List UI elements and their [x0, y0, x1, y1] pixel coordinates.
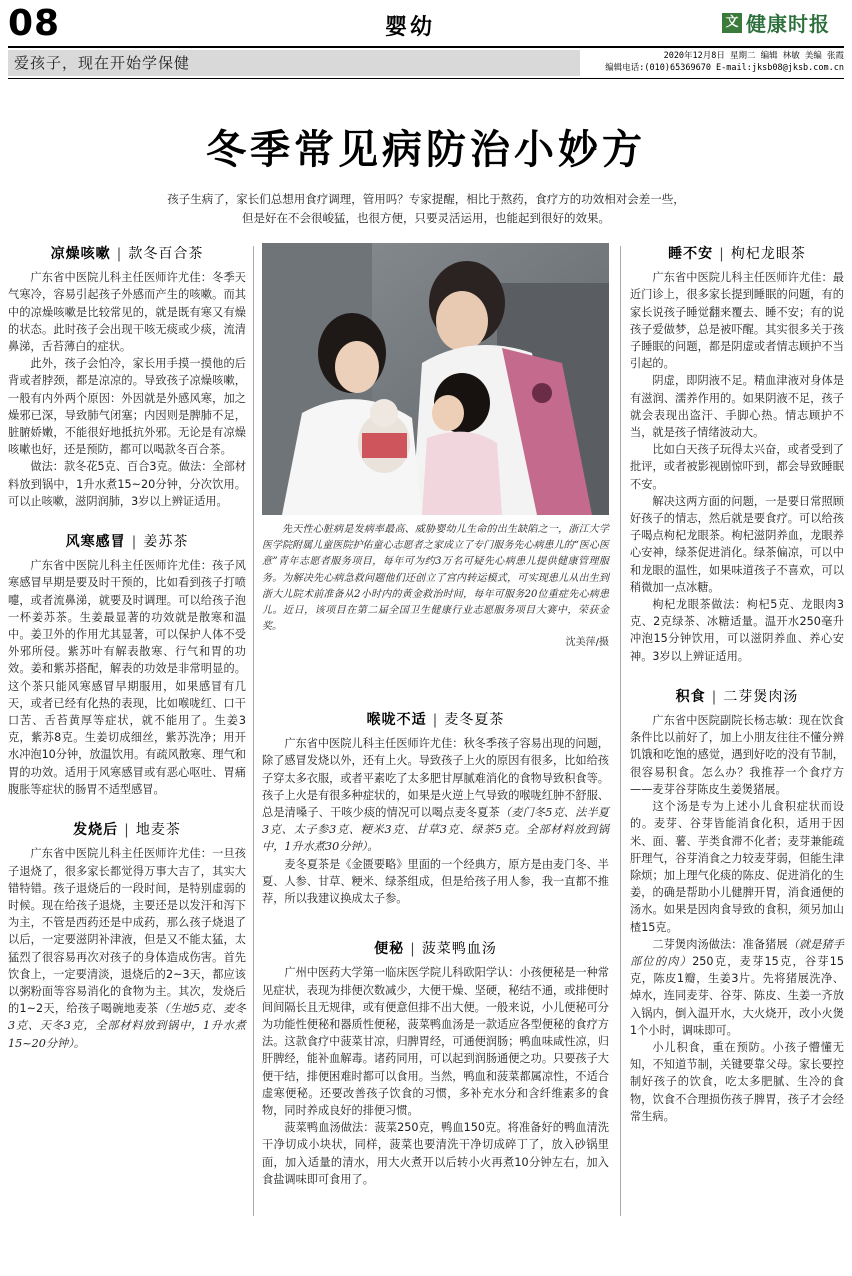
- section-topic: 便秘: [374, 941, 405, 958]
- section-topic: 积食: [675, 688, 706, 705]
- section-remedy: 款冬百合茶: [128, 246, 204, 262]
- section-remedy: 地麦茶: [135, 822, 181, 839]
- newspaper-logo: [722, 8, 830, 37]
- contact-line: 编辑电话:(010)65369670 E-mail:jksb08@jksb.com.cn: [605, 63, 844, 73]
- date-line: 2020年12月8日 星期二 编辑 林敏 美编 张霞: [663, 51, 844, 61]
- logo-text: 健康时报: [746, 12, 830, 36]
- paragraph: 菠菜鸭血汤做法：菠菜250克，鸭血150克。将准备好的鸭血清洗干净切成小块状，同样，菠菜也要清洗干净切成碎丁了，放入砂锅里面，加入适量的清水，用大火煮开以后转小火再煮10分钟左右，加入食盐调味即可食用了。: [262, 1121, 609, 1186]
- section-remedy: 二芽煲肉汤: [723, 688, 799, 705]
- slogan: 爱孩子，现在开始学保健: [14, 54, 191, 72]
- paragraph: 广东省中医院儿科主任医师许尤佳：孩子风寒感冒早期是要及时干预的，比如看到孩子打喷嚏，或者流鼻涕，就要及时调理。可以给孩子泡一杯姜苏茶。生姜最显著的功效就是散寒和温中。姜卫外的作用尤其显著，可以保护人体不受外邪所侵。紫苏叶有解表散寒、行气和胃的功效。姜和紫苏搭配，解表的功效是非常明显的。这个茶只能风寒感冒早期服用，如果感冒有几天，或者已经有化热的表现，比如喉咙红、口干口苦、舌苔黄厚等症状，就不能用了。生姜3克，紫苏8克。生姜切成细丝，紫苏洗净；用开水冲泡10分钟，放温饮用。有疏风散寒、理气和胃的功效。适用于风寒感冒或有恶心呕吐、胃痛腹胀等症状的肠胃不适型感冒。: [8, 559, 246, 796]
- section-heading: 发烧后 | 地麦茶: [73, 822, 181, 839]
- section-topic: 发烧后: [73, 822, 119, 839]
- section-title: 婴幼: [385, 15, 436, 40]
- lede-line: 但是好在不会很峻猛，也很方便，只要灵活运用，也能起到很好的效果。: [242, 211, 610, 225]
- news-photo: [262, 243, 609, 515]
- paragraph: [630, 936, 844, 1039]
- recipe-note: （麦门冬5克、法半夏3克、太子参3克、粳米3克、甘草3克、绿茶5克。全部材料放到锅中，1升水煮30分钟）。: [262, 806, 609, 854]
- section-remedy: 麦冬夏茶: [444, 712, 505, 728]
- paragraph: 此外，孩子会怕冷，家长用手摸一摸他的后背或者脖颈，都是凉凉的。导致孩子凉燥咳嗽，一般有内外两个原因：外因就是外感风寒，加之燥邪已深，导致肺气闭塞；内因则是脾肺不足，脏腑娇嫩，不能很好地抵抗外邪。无论是有凉燥咳嗽也好，还是预防，都可以喝款冬百合茶。: [8, 357, 246, 457]
- photo-caption: [262, 522, 609, 652]
- paragraph-text: 广东省中医院儿科主任医师许尤佳：一旦孩子退烧了，很多家长都觉得万事大吉了，其实大错特错。孩子退烧后的一段时间，是特别虚弱的时候。现在给孩子退烧，主要还是以发汗和泻下为主，不管是西药还是中成药，那么孩子烧退了以后，一定要滋阴补津液，但是又不能太猛，太猛烈了很容易再次对孩子的身体造成伤害。首先饮食上，一定要清淡，退烧后的2~3天，都应该以粥粉面等容易消化的食物为主。其次，发烧后的1~2天，给孩子喝碗地麦茶: [8, 847, 246, 1016]
- section-topic: 凉燥咳嗽: [50, 246, 111, 262]
- column-divider: [253, 246, 254, 1216]
- column-right: [630, 246, 844, 1125]
- logo-mark-icon: 文: [722, 13, 742, 33]
- paragraph: 麦冬夏茶是《金匮要略》里面的一个经典方，原方是由麦门冬、半夏、人参、甘草、粳米、绿茶组成，但是给孩子用人参，我一直都不推荐，所以我建议换成太子参。: [262, 857, 609, 906]
- paragraph: 阴虚，即阴液不足。精血津液对身体是有滋润、濡养作用的。如果阴液不足，孩子就会表现出盗汗、手脚心热。情志顾护不当，就是孩子情绪波动大。: [630, 374, 844, 440]
- recipe-text: 250克，麦芽15克，谷芽15克，陈皮1瓣，生姜3片。先将猪展洗净、焯水，连同麦芽、谷芽、陈皮、生姜一齐放入锅内，倒入温开水，大火烧开，改小火煲1个小时，调味即可。: [630, 954, 844, 1037]
- paragraph: 广东省中医院儿科主任医师许尤佳：冬季天气寒冷，容易引起孩子外感而产生的咳嗽。而其中的凉燥咳嗽是比较常见的，就是既有寒又有燥的状态。此时孩子会出现干咳无痰或少痰，流清鼻涕，舌苔薄白的症状。: [8, 271, 246, 354]
- section-heading: 凉燥咳嗽 | 款冬百合茶: [50, 246, 204, 262]
- recipe-note: （生地5克、麦冬3克、天冬3克，全部材料放到锅中，1升水煮15~20分钟）。: [8, 1002, 246, 1050]
- section-remedy: 枸杞龙眼茶: [730, 246, 806, 262]
- column-divider: [620, 246, 621, 1216]
- headline: 冬季常见病防治小妙方: [206, 126, 646, 173]
- section-heading: 喉咙不适 | 麦冬夏茶: [366, 712, 505, 728]
- paragraph: 小儿积食，重在预防。小孩子懵懂无知，不知道节制，关键要靠父母。家长要控制好孩子的饮食，吃太多肥腻、生冷的食物，饮食不合理损伤孩子脾胃，孩子才会经常生病。: [630, 1040, 844, 1123]
- paragraph: [8, 845, 246, 1051]
- paragraph: 广东省中医院儿科主任医师许尤佳：最近门诊上，很多家长提到睡眠的问题，有的家长说孩子睡觉翻来覆去、睡不安；有的说孩子爱做梦，总是被吓醒。其实很多关于孩子睡眠的问题，都是阴虚或者情志顾护不当引起的。: [630, 271, 844, 371]
- section-topic: 喉咙不适: [366, 712, 427, 728]
- section-remedy: 菠菜鸭血汤: [421, 941, 497, 958]
- paragraph: 解决这两方面的问题，一是要日常照顾好孩子的情志，然后就是要食疗。可以给孩子喝点枸杞龙眼茶。枸杞滋阴养血，龙眼养心安神，绿茶促进消化。绿茶偏凉，可以中和龙眼的温性，如果味道孩子不喜欢，可以稍微加一点冰糖。: [630, 494, 844, 594]
- column-middle: [262, 712, 609, 1188]
- photo-illustration: [262, 243, 609, 515]
- section-heading: 积食 | 二芽煲肉汤: [675, 688, 799, 705]
- section-heading: 睡不安 | 枸杞龙眼茶: [668, 246, 806, 262]
- section-topic: 睡不安: [668, 246, 714, 262]
- photo-credit: 沈美萍/摄: [565, 637, 609, 649]
- lede-line: 孩子生病了，家长们总想用食疗调理，管用吗？专家提醒，相比于熬药，食疗方的功效相对会差一些，: [167, 192, 685, 206]
- page-number: 08: [8, 3, 61, 44]
- paragraph: 枸杞龙眼茶做法：枸杞5克、龙眼肉3克、2克绿茶、冰糖适量。温开水250毫升冲泡15分钟饮用，可以滋阴养血、养心安神。3岁以上辨证适用。: [630, 598, 844, 663]
- paragraph: 广州中医药大学第一临床医学院儿科欧阳学认：小孩便秘是一种常见症状，表现为排便次数减少，大便干燥、坚硬，秘结不通，或排便时间间隔长且无规律，或有便意但排不出大便。一般来说，小儿便秘可分为功能性便秘和器质性便秘，菠菜鸭血汤是一款适应各型便秘的食疗方法。这款食疗中菠菜甘凉，归脾胃经，可通便润肠；鸭血味咸性凉，归肝脾经，能补血解毒。诸药同用，可以起到润肠通便之功。只要孩子大便干结，排便困难时都可以食用。当然，鸭血和菠菜都属凉性，不适合虚寒便秘。还要改善孩子饮食的习惯，多补充水分和含纤维素多的食物，同时养成良好的排便习惯。: [262, 966, 609, 1118]
- masthead-rule-thin: [8, 78, 844, 79]
- section-heading: 便秘 | 菠菜鸭血汤: [374, 941, 497, 958]
- paragraph: 比如白天孩子玩得太兴奋，或者受到了批评，或者被影视剧惊吓到，都会导致睡眠不安。: [630, 443, 844, 491]
- paragraph: [262, 735, 609, 855]
- recipe-note: （就是猪手部位的肉）: [630, 937, 844, 968]
- paragraph: 这个汤是专为上述小儿食积症状而设的。麦芽、谷芽皆能消食化积，适用于因米、面、薯、芋类食滞不化者；麦芽兼能疏肝理气，谷芽消食之力较麦芽弱，但能生津除烦；加上理气化痰的陈皮、促进消化的生姜，的确是帮助小儿健脾开胃，消食通便的汤水。如果是因肉食导致的食积，须另加山楂15克。: [630, 800, 844, 934]
- paragraph: 做法：款冬花5克、百合3克。做法：全部材料放到锅中，1升水煮15~20分钟，分次饮用。可以止咳嗽，滋阴润肺，3岁以上辨证适用。: [8, 460, 247, 508]
- paragraph-text: 广东省中医院儿科主任医师许尤佳：秋冬季孩子容易出现的问题，除了感冒发烧以外，还有上火。导致孩子上火的原因有很多，比如给孩子穿太多衣服，或者平素吃了太多肥甘厚腻难消化的食物导致积食等。孩子上火是有很多种症状的，如果是火逆上气导致的喉咙红肿不舒服、总是清嗓子、干咳少痰的情况可以喝点麦冬夏茶: [262, 737, 609, 820]
- column-left: [8, 246, 246, 1052]
- paragraph: 广东省中医院副院长杨志敏：现在饮食条件比以前好了，加上小朋友往往不懂分辨饥饿和吃饱的感觉，遇到好吃的没有节制，很容易积食。怎么办？我推荐一个食疗方——麦芽谷芽陈皮生姜煲猪展。: [630, 714, 844, 796]
- masthead-rule: [8, 46, 844, 48]
- section-remedy: 姜苏茶: [143, 534, 189, 551]
- lede: [120, 190, 732, 228]
- section-topic: 风寒感冒: [65, 534, 126, 551]
- section-heading: 风寒感冒 | 姜苏茶: [65, 534, 189, 551]
- recipe-text: 二芽煲肉汤做法：准备猪展: [652, 937, 788, 951]
- caption-text: 先天性心脏病是发病率最高、威胁婴幼儿生命的出生缺陷之一，浙江大学医学院附属儿童医院护佑童心志愿者之家成立了专门服务先心病患儿的“医心医意”青年志愿者服务项目，每年可为约3万名可疑先心病患儿提供健康管理服务。为解决先心病急救问题他们还创立了宫内转运模式，可实现患儿从出生到浙大儿院术前准备从2小时内的黄金救治时间，每年可服务20位重症先心病患儿。近日，该项目在第二届全国卫生健康行业志愿服务项目大赛中，荣获金奖。: [262, 524, 609, 633]
- edition-meta: [560, 50, 844, 74]
